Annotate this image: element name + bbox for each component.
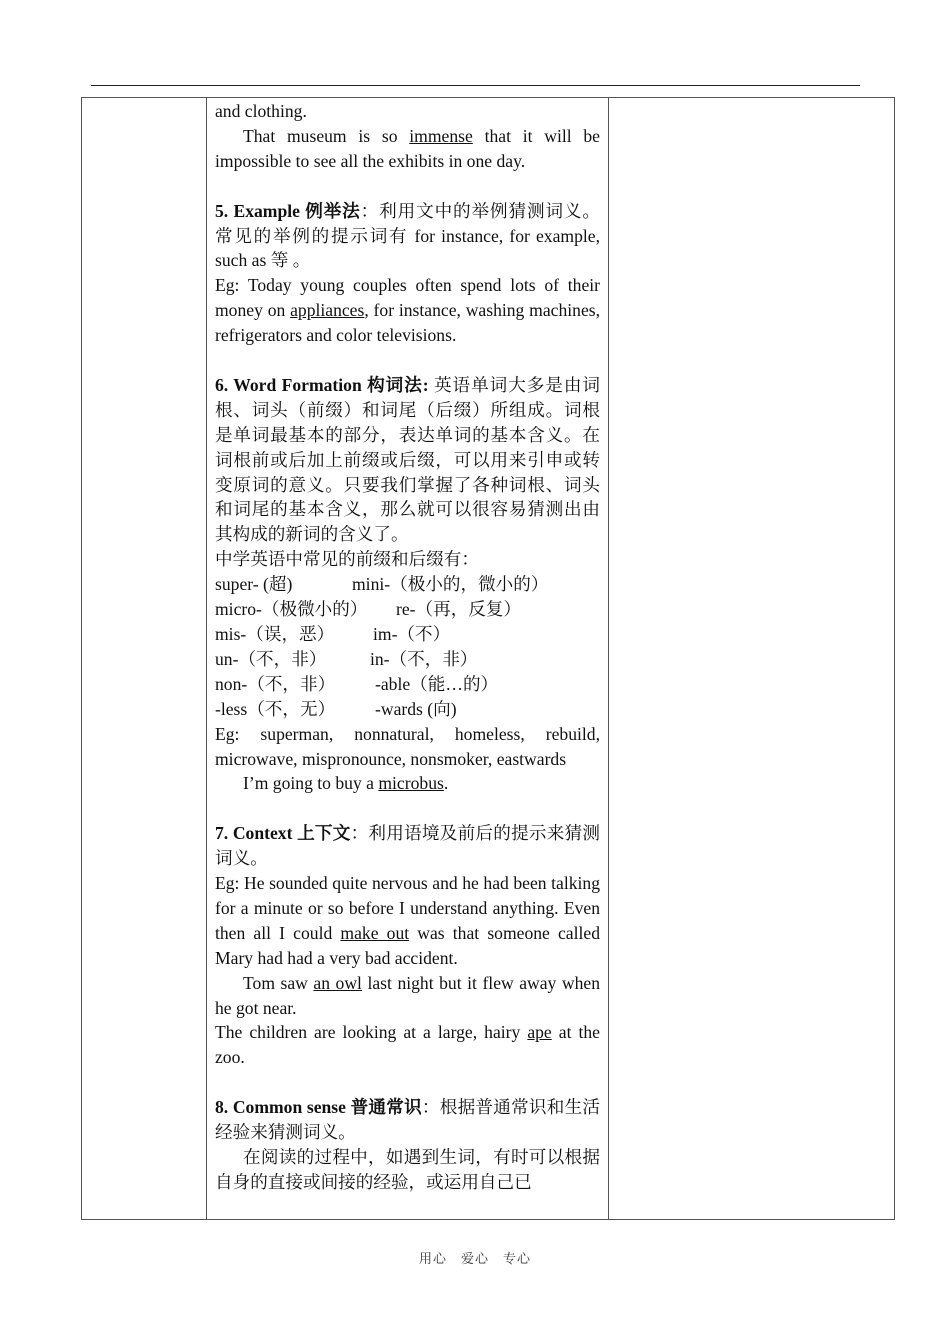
example-sentence: That museum is so immense that it will be impossible to see all the exhibits in one day. (215, 125, 600, 171)
text-line: and clothing. (215, 101, 307, 121)
paragraph: 在阅读的过程中，如遇到生词，有时可以根据自身的直接或间接的经验，或运用自己已 (215, 1147, 600, 1192)
document-table (81, 97, 895, 1220)
column-divider-right (608, 98, 609, 1219)
section-word-formation: 6. Word Formation 构词法: 英语单词大多是由词根、词头（前缀）和词尾（后缀）所组成。词根是单词最基本的部分，表达单词的基本含义。在词根前或后加上前缀或后缀，可以用来引申或转变原词的意义。只要我们掌握了各种词根、词头和词尾的基本含义，那么就可以很容易猜测出由其构成的新词的含义了。 (215, 374, 600, 545)
section-heading: 8. Common sense 普通常识 (215, 1097, 422, 1118)
example-sentence: Eg: He sounded quite nervous and he had been talking for a minute or so before I understand anything. Even then all I could make out was that someone called Mary had had a very bad accident. (215, 873, 600, 968)
affix-row: mis-（误，恶） im-（不） (215, 624, 451, 644)
affix-row: super- (超) mini-（极小的，微小的） (215, 574, 549, 595)
section-common-sense: 8. Common sense 普通常识：根据普通常识和生活经验来猜测词义。 (215, 1097, 600, 1143)
target-word: appliances (290, 300, 365, 321)
section-heading: 6. Word Formation 构词法: (215, 374, 429, 395)
affix-row: non-（不，非） -able（能…的） (215, 673, 499, 694)
page-footer: 用心 爱心 专心 (418, 1251, 531, 1266)
column-divider-left (206, 98, 207, 1219)
section-context: 7. Context 上下文：利用语境及前后的提示来猜测词义。 (215, 823, 600, 869)
header-rule (91, 85, 860, 86)
affix-row: un-（不，非） in-（不，非） (215, 648, 478, 669)
example-sentence: Eg: Today young couples often spend lots of their money on appliances, for instance, washing machines, refrigerators and color televisions. (215, 275, 600, 346)
example-sentence: The children are looking at a large, hairy ape at the zoo. (215, 1022, 600, 1068)
section-heading: 5. Example 例举法 (215, 200, 361, 221)
example-sentence: Eg: superman, nonnatural, homeless, rebuild, microwave, mispronounce, nonsmoker, eastwards (215, 723, 600, 769)
affix-row: micro-（极微小的） re-（再，反复） (215, 599, 522, 620)
target-word: make out (340, 922, 410, 943)
section-heading: 7. Context 上下文 (215, 823, 351, 844)
affix-intro: 中学英语中常见的前缀和后缀有： (215, 549, 479, 570)
affix-row: -less（不，无） -wards (向) (215, 698, 457, 719)
target-word: microbus (378, 773, 444, 794)
main-content-cell (215, 99, 600, 1195)
example-sentence: Tom saw an owl last night but it flew away when he got near. (215, 972, 600, 1018)
example-sentence: I’m going to buy a microbus. (243, 773, 449, 794)
target-word: ape (527, 1022, 552, 1043)
target-word: an owl (313, 972, 362, 993)
target-word: immense (409, 125, 473, 146)
section-example: 5. Example 例举法：利用文中的举例猜测词义。常见的举例的提示词有 for instance, for example, such as 等 。 (215, 200, 600, 271)
